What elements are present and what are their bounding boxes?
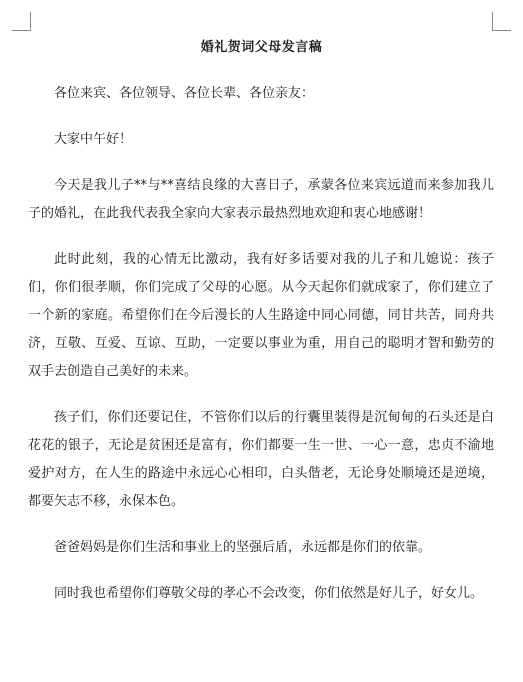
crop-mark-top-right [492,12,511,31]
paragraph-wishes: 此时此刻，我的心情无比激动，我有好多话要对我的儿子和儿媳说：孩子们，你们很孝顺，你们完成了父母的心愿。从今天起你们就成家了，你们建立了一个新的家庭。希望你们在今后漫长的人生路途中同心同德，同甘共苦，同舟共济，互敬、互爱、互谅、互助，一定要以事业为重，用自己的聪明才智和勤劳的双手去创造自己美好的未来。 [28,252,494,379]
paragraph-filial: 同时我也希望你们尊敬父母的孝心不会改变，你们依然是好儿子，好女儿。 [54,586,484,601]
crop-mark-top-left [12,12,31,31]
paragraph-greeting: 各位来宾、各位领导、各位长辈、各位亲友： [54,86,315,101]
paragraph-advice: 孩子们，你们还要记住，不管你们以后的行囊里装得是沉甸甸的石头还是白花花的银子，无论是贫困还是富有，你们都要一生一世、一心一意，忠贞不渝地爱护对方，在人生的路途中永远心心相印，白头偕老，无论身处顺境还是逆境，都要矢志不移，永保本色。 [28,410,494,509]
paragraph-support: 爸爸妈妈是你们生活和事业上的坚强后盾，永远都是你们的依靠。 [54,540,432,555]
paragraph-welcome: 今天是我儿子**与**喜结良缘的大喜日子，承蒙各位来宾远道而来参加我儿子的婚礼，在此我代表我全家向大家表示最热烈地欢迎和衷心地感谢！ [28,178,494,221]
document-title: 婚礼贺词父母发言稿 [200,40,323,55]
document-body [28,80,494,608]
paragraph-good-noon: 大家中午好！ [54,132,133,147]
